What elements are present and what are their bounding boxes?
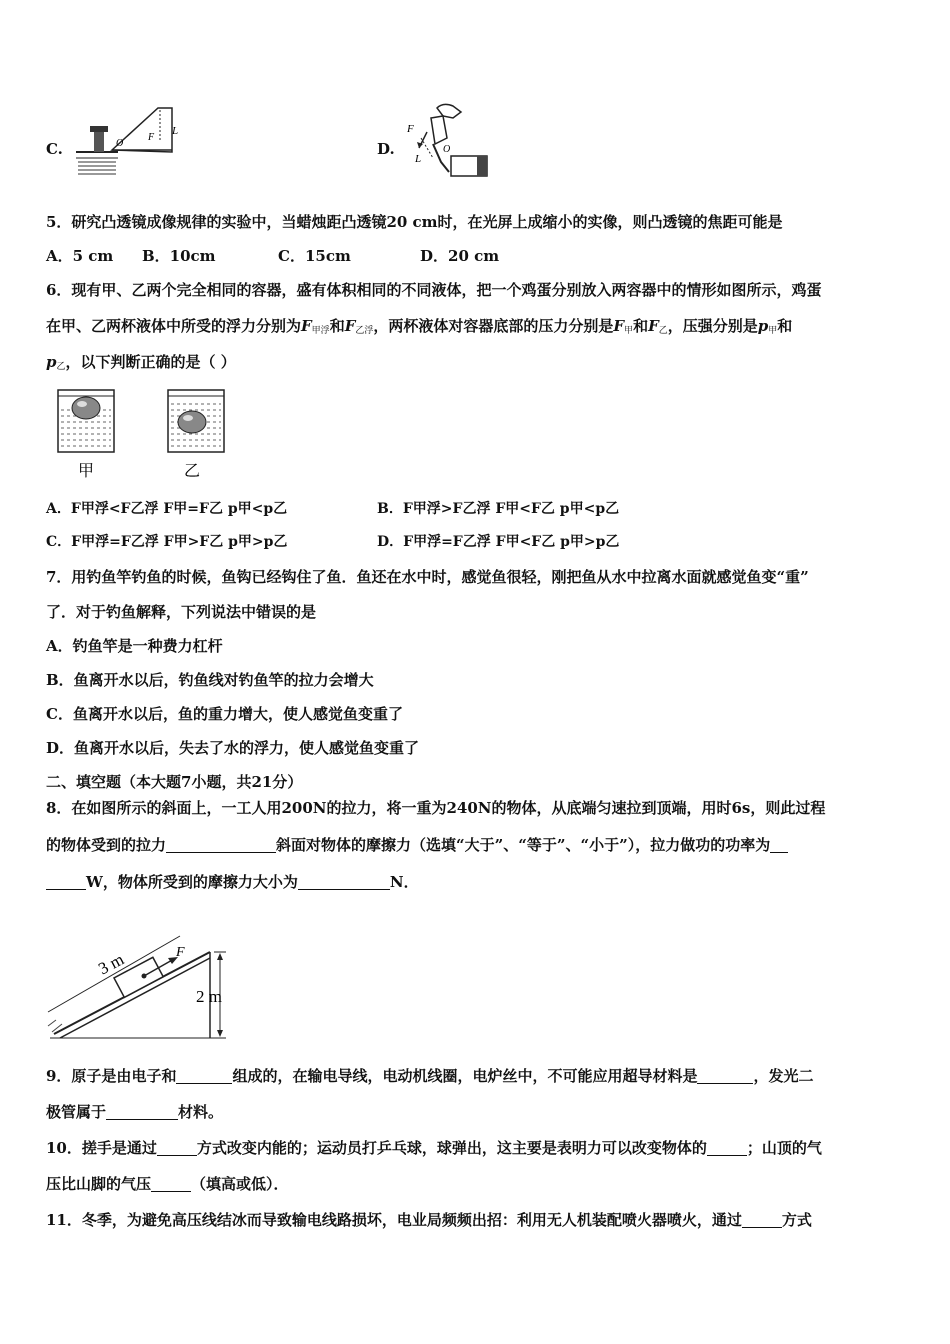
q5-option-b: B．10cm xyxy=(142,247,216,265)
q4-fig-c-o-label: O xyxy=(116,138,124,149)
q5-text: 5．研究凸透镜成像规律的实验中，当蜡烛距凸透镜20 cm时，在光屏上成缩小的实像，则凸透镜的焦距可能是 xyxy=(46,213,783,231)
q10-line1: 10．搓手是通过 方式改变内能的；运动员打乒乓球，球弹出，这主要是表明力可以改变物体的 ；山顶的气 xyxy=(46,1139,822,1157)
q4-fig-c-f-label: F xyxy=(148,132,155,143)
q5-option-c: C．15cm xyxy=(278,247,351,265)
q10-blank-2[interactable] xyxy=(707,1140,747,1156)
q6-option-b: B．F甲浮>F乙浮 F甲<F乙 p甲<p乙 xyxy=(377,501,620,517)
q4-option-c-label: C. xyxy=(46,140,63,158)
q8-line3: W，物体所受到的摩擦力大小为 N． xyxy=(46,871,419,892)
q5-option-a: A．5 cm xyxy=(46,247,114,265)
q4-option-d-label: D. xyxy=(377,140,395,158)
q9-line1: 9．原子是由电子和 组成的，在输电导线，电动机线圈，电炉丝中，不可能应用超导材料是 ，发光二 xyxy=(46,1067,814,1085)
q7-option-d: D．鱼离开水以后，失去了水的浮力，使人感觉鱼变重了 xyxy=(46,739,420,757)
section-2-title: 二、填空题（本大题7小题，共21分） xyxy=(46,773,303,791)
q10-blank-1[interactable] xyxy=(157,1140,197,1156)
q6-option-a: A．F甲浮<F乙浮 F甲=F乙 p甲<p乙 xyxy=(46,501,288,517)
q10-blank-3[interactable] xyxy=(151,1176,191,1192)
q4-figure-d-lever xyxy=(403,98,491,182)
q6-option-d: D．F甲浮=F乙浮 F甲<F乙 p甲>p乙 xyxy=(377,534,620,550)
q6-fig-label-jia: 甲 xyxy=(78,463,95,480)
q8-blank-2[interactable] xyxy=(770,837,788,853)
q9-blank-3[interactable] xyxy=(106,1104,178,1120)
q9-blank-2[interactable] xyxy=(697,1068,753,1084)
q7-option-b: B．鱼离开水以后，钓鱼线对钓鱼竿的拉力会增大 xyxy=(46,671,374,689)
q4-fig-c-l-label: L xyxy=(172,125,179,137)
q4-fig-d-l-label: L xyxy=(415,153,422,165)
q6-line2: 在甲、乙两杯液体中所受的浮力分别为$F_{甲浮}$和$F_{乙浮}$，两杯液体对容器底部的压力分别是$F_甲$和$F_乙$，压强分别是$p_甲$和 xyxy=(46,317,793,336)
q8-blank-1[interactable] xyxy=(166,837,276,853)
q11-blank-1[interactable] xyxy=(742,1212,782,1228)
q6-option-c: C．F甲浮=F乙浮 F甲>F乙 p甲>p乙 xyxy=(46,534,288,550)
q6-line1: 6．现有甲、乙两个完全相同的容器，盛有体积相同的不同液体，把一个鸡蛋分别放入两容器中的情形如图所示，鸡蛋 xyxy=(46,281,822,299)
q10-line2: 压比山脚的气压 （填高或低）． xyxy=(46,1175,289,1193)
beaker-yi xyxy=(168,390,224,452)
q6-fig-label-yi: 乙 xyxy=(184,463,201,480)
q6-figure-beakers xyxy=(52,384,232,484)
beaker-jia xyxy=(58,390,114,452)
q8-fig-slope-label: 3 m xyxy=(95,949,128,979)
q8-blank-2-cont[interactable] xyxy=(46,874,86,890)
q9-line2: 极管属于 材料。 xyxy=(46,1103,224,1121)
q8-blank-3[interactable] xyxy=(298,874,390,890)
q4-fig-d-f-label: F xyxy=(407,123,414,135)
q7-option-a: A．钓鱼竿是一种费力杠杆 xyxy=(46,637,223,655)
q6-line3: $p_乙$，以下判断正确的是（ ） xyxy=(46,353,236,372)
q7-line1: 7．用钓鱼竿钓鱼的时候，鱼钩已经钩住了鱼．鱼还在水中时，感觉鱼很轻，刚把鱼从水中拉离水面就感觉鱼变“重” xyxy=(46,568,809,586)
q9-blank-1[interactable] xyxy=(176,1068,232,1084)
q5-option-d: D．20 cm xyxy=(420,247,500,265)
q8-figure-incline xyxy=(40,912,250,1046)
q8-fig-height-label: 2 m xyxy=(196,987,222,1006)
q4-fig-d-o-label: O xyxy=(443,144,451,155)
q11-line1: 11．冬季，为避免高压线结冰而导致输电线路损坏，电业局频频出招：利用无人机装配喷火器喷火，通过 方式 xyxy=(46,1211,812,1229)
q8-fig-force-label: F xyxy=(176,945,185,960)
q7-option-c: C．鱼离开水以后，鱼的重力增大，使人感觉鱼变重了 xyxy=(46,705,403,723)
q8-line1: 8．在如图所示的斜面上，一工人用200N的拉力，将一重为240N的物体，从底端匀速拉到顶端，用时6s，则此过程 xyxy=(46,799,826,817)
q8-line2: 的物体受到的拉力 斜面对物体的摩擦力（选填“大于”、“等于”、“小于”），拉力做功的功率为 xyxy=(46,834,788,855)
q7-line2: 了．对于钓鱼解释，下列说法中错误的是 xyxy=(46,603,317,621)
q4-figure-c-lever xyxy=(72,96,180,182)
